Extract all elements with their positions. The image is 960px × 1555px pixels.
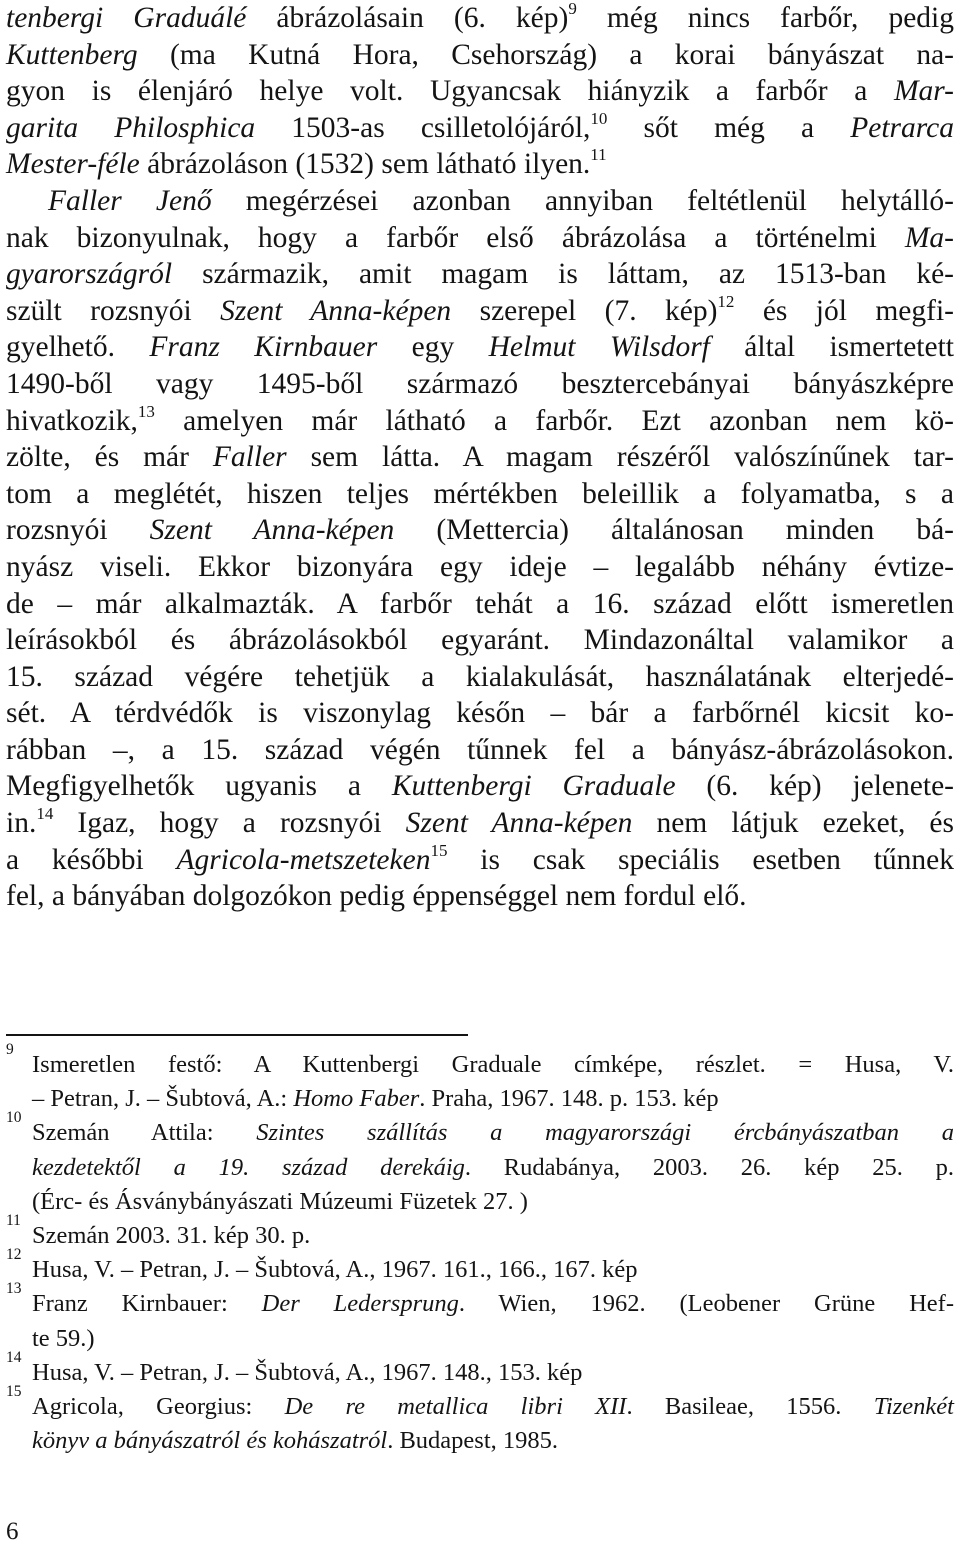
text-line: Kuttenberg (ma Kutná Hora, Csehország) a korai bányászat na- <box>6 38 954 71</box>
footnote-text: Szemán 2003. 31. kép 30. p. <box>32 1222 311 1250</box>
text-line: fel, a bányában dolgozókon pedig éppenséggel nem fordul elő. <box>6 880 747 913</box>
footnote-text: Agricola, Georgius: De re metallica libri XII. Basileae, 1556. Tizenkét <box>32 1393 954 1421</box>
footnote <box>6 1109 954 1219</box>
text-line: Mester-féle ábrázoláson (1532) sem látható ilyen.$^{11}$ <box>6 145 607 181</box>
text-line: a későbbi Agricola-metszeteken$^{15}$ is csak speciális esetben tűnnek <box>6 840 954 876</box>
text-line: gyelhető. Franz Kirnbauer egy Helmut Wilsdorf által ismertetett <box>6 331 954 364</box>
text-line: leírásokból és ábrázolásokból egyaránt. Mindazonáltal valamikor a <box>6 624 954 657</box>
text-line: Megfigyelhetők ugyanis a Kuttenbergi Graduale (6. kép) jelenete- <box>6 770 954 803</box>
document-page <box>6 0 954 915</box>
footnote-text: Ismeretlen festő: A Kuttenbergi Graduale címképe, részlet. = Husa, V. <box>32 1051 954 1078</box>
footnotes <box>6 1041 954 1458</box>
footnote-number: 11 <box>6 1212 21 1230</box>
footnote-number: 15 <box>6 1383 22 1401</box>
footnote-number: 9 <box>6 1041 14 1058</box>
footnote-separator <box>6 1034 468 1036</box>
footnote-text: Husa, V. – Petran, J. – Šubtová, A., 1967. 148., 153. kép <box>32 1358 583 1386</box>
page-number: 6 <box>6 1518 19 1545</box>
text-line: zölte, és már Faller sem látta. A magam részéről valószínűnek tar- <box>6 441 954 474</box>
footnote <box>6 1280 954 1355</box>
footnote-text: Franz Kirnbauer: Der Ledersprung. Wien, 1962. (Leobener Grüne Hef- <box>32 1290 954 1318</box>
text-line: nyász viseli. Ekkor bizonyára egy ideje – legalább néhány évtize- <box>6 550 954 583</box>
footnote-number: 13 <box>6 1280 22 1298</box>
footnote-text: – Petran, J. – Šubtová, A.: Homo Faber. Praha, 1967. 148. p. 153. kép <box>32 1085 719 1113</box>
text-line: rozsnyói Szent Anna-képen (Mettercia) általánosan minden bá- <box>6 514 954 547</box>
footnote-text: kezdetektől a 19. század derekáig. Rudabánya, 2003. 26. kép 25. p. <box>32 1153 954 1181</box>
footnote-number: 14 <box>6 1348 22 1366</box>
text-line: Faller Jenő megérzései azonban annyiban feltétlenül helytálló- <box>48 184 954 217</box>
footnote <box>6 1041 954 1116</box>
text-line: sét. A térdvédők is viszonylag későn – bár a farbőrnél kicsit ko- <box>6 697 954 730</box>
text-line: gyon is élenjáró helye volt. Ugyancsak hiányzik a farbőr a Mar- <box>6 75 954 108</box>
text-line: tom a meglétét, hiszen teljes mértékben beleillik a folyamatba, s a <box>6 477 954 510</box>
text-line: szült rozsnyói Szent Anna-képen szerepel (7. kép)$^{12}$ és jól megfi- <box>6 291 954 327</box>
text-line: in.$^{14}$ Igaz, hogy a rozsnyói Szent Anna-képen nem látjuk ezeket, és <box>6 804 954 840</box>
text-line: rábban –, a 15. század végén tűnnek fel a bányász-ábrázolásokon. <box>6 733 954 766</box>
footnote <box>6 1246 954 1287</box>
footnote-number: 12 <box>6 1246 22 1264</box>
footnote-text: Szemán Attila: Szintes szállítás a magyarországi ércbányászatban a <box>32 1119 954 1147</box>
text-line: garita Philosphica 1503-as csilletolójáról,$^{10}$ sőt még a Petrarca <box>6 108 955 144</box>
text-line: hivatkozik,$^{13}$ amelyen már látható a farbőr. Ezt azonban nem kö- <box>6 401 954 437</box>
body-paragraph <box>6 0 954 915</box>
footnote <box>6 1348 954 1390</box>
text-line: gyarországról származik, amit magam is láttam, az 1513-ban ké- <box>6 258 954 291</box>
footnote-text: könyv a bányászatról és kohászatról. Budapest, 1985. <box>32 1427 559 1455</box>
footnote-text: Husa, V. – Petran, J. – Šubtová, A., 1967. 161., 166., 167. kép <box>32 1256 638 1284</box>
footnote-number: 10 <box>6 1109 22 1127</box>
text-line: de – már alkalmazták. A farbőr tehát a 16. század előtt ismeretlen <box>6 587 954 620</box>
footnote-text: (Érc- és Ásványbányászati Múzeumi Füzetek 27. ) <box>32 1187 528 1215</box>
text-line: 15. század végére tehetjük a kialakulását, használatának elterjedé- <box>6 660 954 693</box>
text-line: tenbergi Graduálé ábrázolásain (6. kép)$^9$ még nincs farbőr, pedig <box>6 0 954 34</box>
text-line: nak bizonyulnak, hogy a farbőr első ábrázolása a történelmi Ma- <box>6 221 954 254</box>
footnote-text: te 59.) <box>32 1324 95 1352</box>
footnote <box>6 1383 954 1458</box>
footnote <box>6 1212 954 1253</box>
text-line: 1490-ből vagy 1495-ből származó besztercebányai bányászképre <box>6 367 954 400</box>
